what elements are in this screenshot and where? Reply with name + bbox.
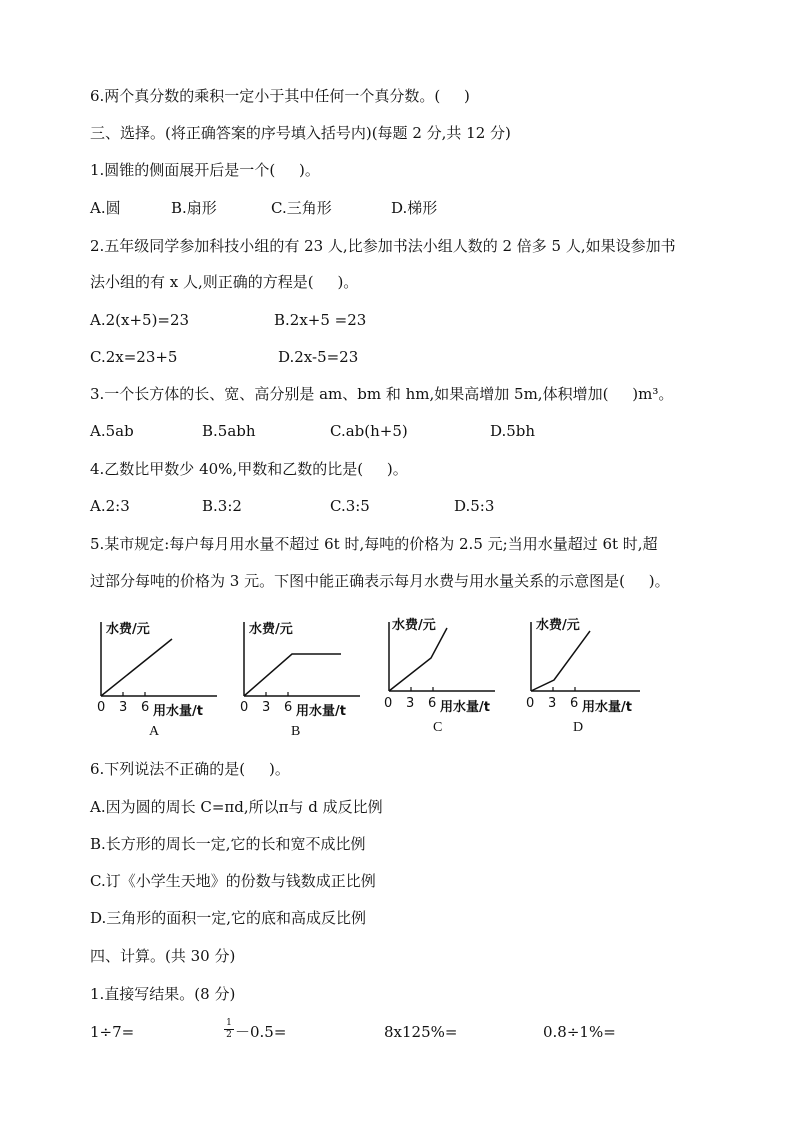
graph-c-tick-0: 0	[384, 696, 393, 711]
graph-d-line	[531, 631, 590, 691]
q2-option-b: B.2x+5 =23	[274, 311, 367, 329]
section-4-heading: 四、计算。(共 30 分)	[90, 947, 236, 965]
calc-expression-2: －0.5=	[235, 1023, 287, 1041]
q4-option-d: D.5:3	[454, 497, 495, 515]
choice-question-4: 4.乙数比甲数少 40%,甲数和乙数的比是( )。	[90, 460, 408, 478]
calc-expression-1: 1÷7=	[90, 1023, 135, 1041]
graph-d-tick-3: 3	[548, 696, 557, 711]
q4-option-a: A.2:3	[90, 497, 130, 515]
fraction-one-half	[224, 1019, 234, 1040]
graph-c	[380, 612, 520, 742]
choice-question-2-line2: 法小组的有 x 人,则正确的方程是( )。	[90, 273, 359, 291]
graph-b-line	[244, 654, 341, 696]
q3-option-b: B.5abh	[202, 422, 256, 440]
q2-option-a: A.2(x+5)=23	[90, 311, 190, 329]
graph-c-x-axis-label: 用水量/t	[440, 700, 490, 715]
q1-option-c: C.三角形	[271, 199, 332, 217]
graph-d-y-axis-label: 水费/元	[536, 618, 580, 633]
graph-d-x-axis-label: 用水量/t	[582, 700, 632, 715]
choice-question-5-line1: 5.某市规定:每户每月用水量不超过 6t 时,每吨的价格为 2.5 元;当用水量超过 6t 时,超	[90, 535, 658, 553]
q1-option-b: B.扇形	[171, 199, 217, 217]
graph-b	[235, 612, 375, 742]
choice-question-3: 3.一个长方体的长、宽、高分别是 am、bm 和 hm,如果高增加 5m,体积增加( )m³。	[90, 385, 674, 403]
graph-a-y-axis-label: 水费/元	[106, 622, 150, 637]
graph-d	[522, 612, 662, 742]
graph-d-tick-0: 0	[526, 696, 535, 711]
q3-option-d: D.5bh	[490, 422, 536, 440]
graph-c-tick-3: 3	[406, 696, 415, 711]
graph-b-x-axis-label: 用水量/t	[296, 704, 346, 719]
graph-b-tick-6: 6	[284, 700, 293, 715]
graph-b-tick-0: 0	[240, 700, 249, 715]
graph-a-x-axis-label: 用水量/t	[153, 704, 203, 719]
tf-question-6: 6.两个真分数的乘积一定小于其中任何一个真分数。( )	[90, 87, 470, 105]
graph-a-letter: A	[149, 724, 160, 739]
q2-option-c: C.2x=23+5	[90, 348, 178, 366]
graph-c-tick-6: 6	[428, 696, 437, 711]
q6-option-b: B.长方形的周长一定,它的长和宽不成比例	[90, 835, 366, 853]
fraction-denominator: 2	[226, 1030, 232, 1040]
graph-c-y-axis-label: 水费/元	[392, 618, 436, 633]
q1-option-a: A.圆	[90, 199, 121, 217]
q2-option-d: D.2x-5=23	[278, 348, 359, 366]
graph-b-letter: B	[291, 724, 301, 739]
section-3-heading: 三、选择。(将正确答案的序号填入括号内)(每题 2 分,共 12 分)	[90, 124, 511, 142]
graph-a-tick-0: 0	[97, 700, 106, 715]
q6-option-c: C.订《小学生天地》的份数与钱数成正比例	[90, 872, 376, 890]
graph-b-y-axis-label: 水费/元	[249, 622, 293, 637]
graph-b-tick-3: 3	[262, 700, 271, 715]
calc-expression-4: 0.8÷1%=	[543, 1023, 616, 1041]
graph-a-line	[101, 639, 172, 696]
q1-option-d: D.梯形	[391, 199, 438, 217]
choice-question-6: 6.下列说法不正确的是( )。	[90, 760, 290, 778]
q6-option-a: A.因为圆的周长 C=πd,所以π与 d 成反比例	[90, 798, 383, 816]
graph-d-tick-6: 6	[570, 696, 579, 711]
graph-c-line	[389, 628, 447, 691]
choice-question-5-line2: 过部分每吨的价格为 3 元。下图中能正确表示每月水费与用水量关系的示意图是( )。	[90, 572, 670, 590]
calc-expression-3: 8x125%=	[384, 1023, 458, 1041]
calc-part-1-heading: 1.直接写结果。(8 分)	[90, 985, 236, 1003]
choice-question-2-line1: 2.五年级同学参加科技小组的有 23 人,比参加书法小组人数的 2 倍多 5 人,如果设参加书	[90, 237, 676, 255]
q6-option-d: D.三角形的面积一定,它的底和高成反比例	[90, 909, 367, 927]
graph-a-tick-3: 3	[119, 700, 128, 715]
graph-a	[92, 612, 232, 742]
q4-option-c: C.3:5	[330, 497, 370, 515]
q3-option-c: C.ab(h+5)	[330, 422, 408, 440]
q3-option-a: A.5ab	[90, 422, 134, 440]
graph-d-letter: D	[573, 720, 584, 735]
fraction-numerator: 1	[226, 1018, 232, 1028]
q4-option-b: B.3:2	[202, 497, 242, 515]
graph-c-letter: C	[433, 720, 443, 735]
graph-a-tick-6: 6	[141, 700, 150, 715]
choice-question-1: 1.圆锥的侧面展开后是一个( )。	[90, 161, 320, 179]
